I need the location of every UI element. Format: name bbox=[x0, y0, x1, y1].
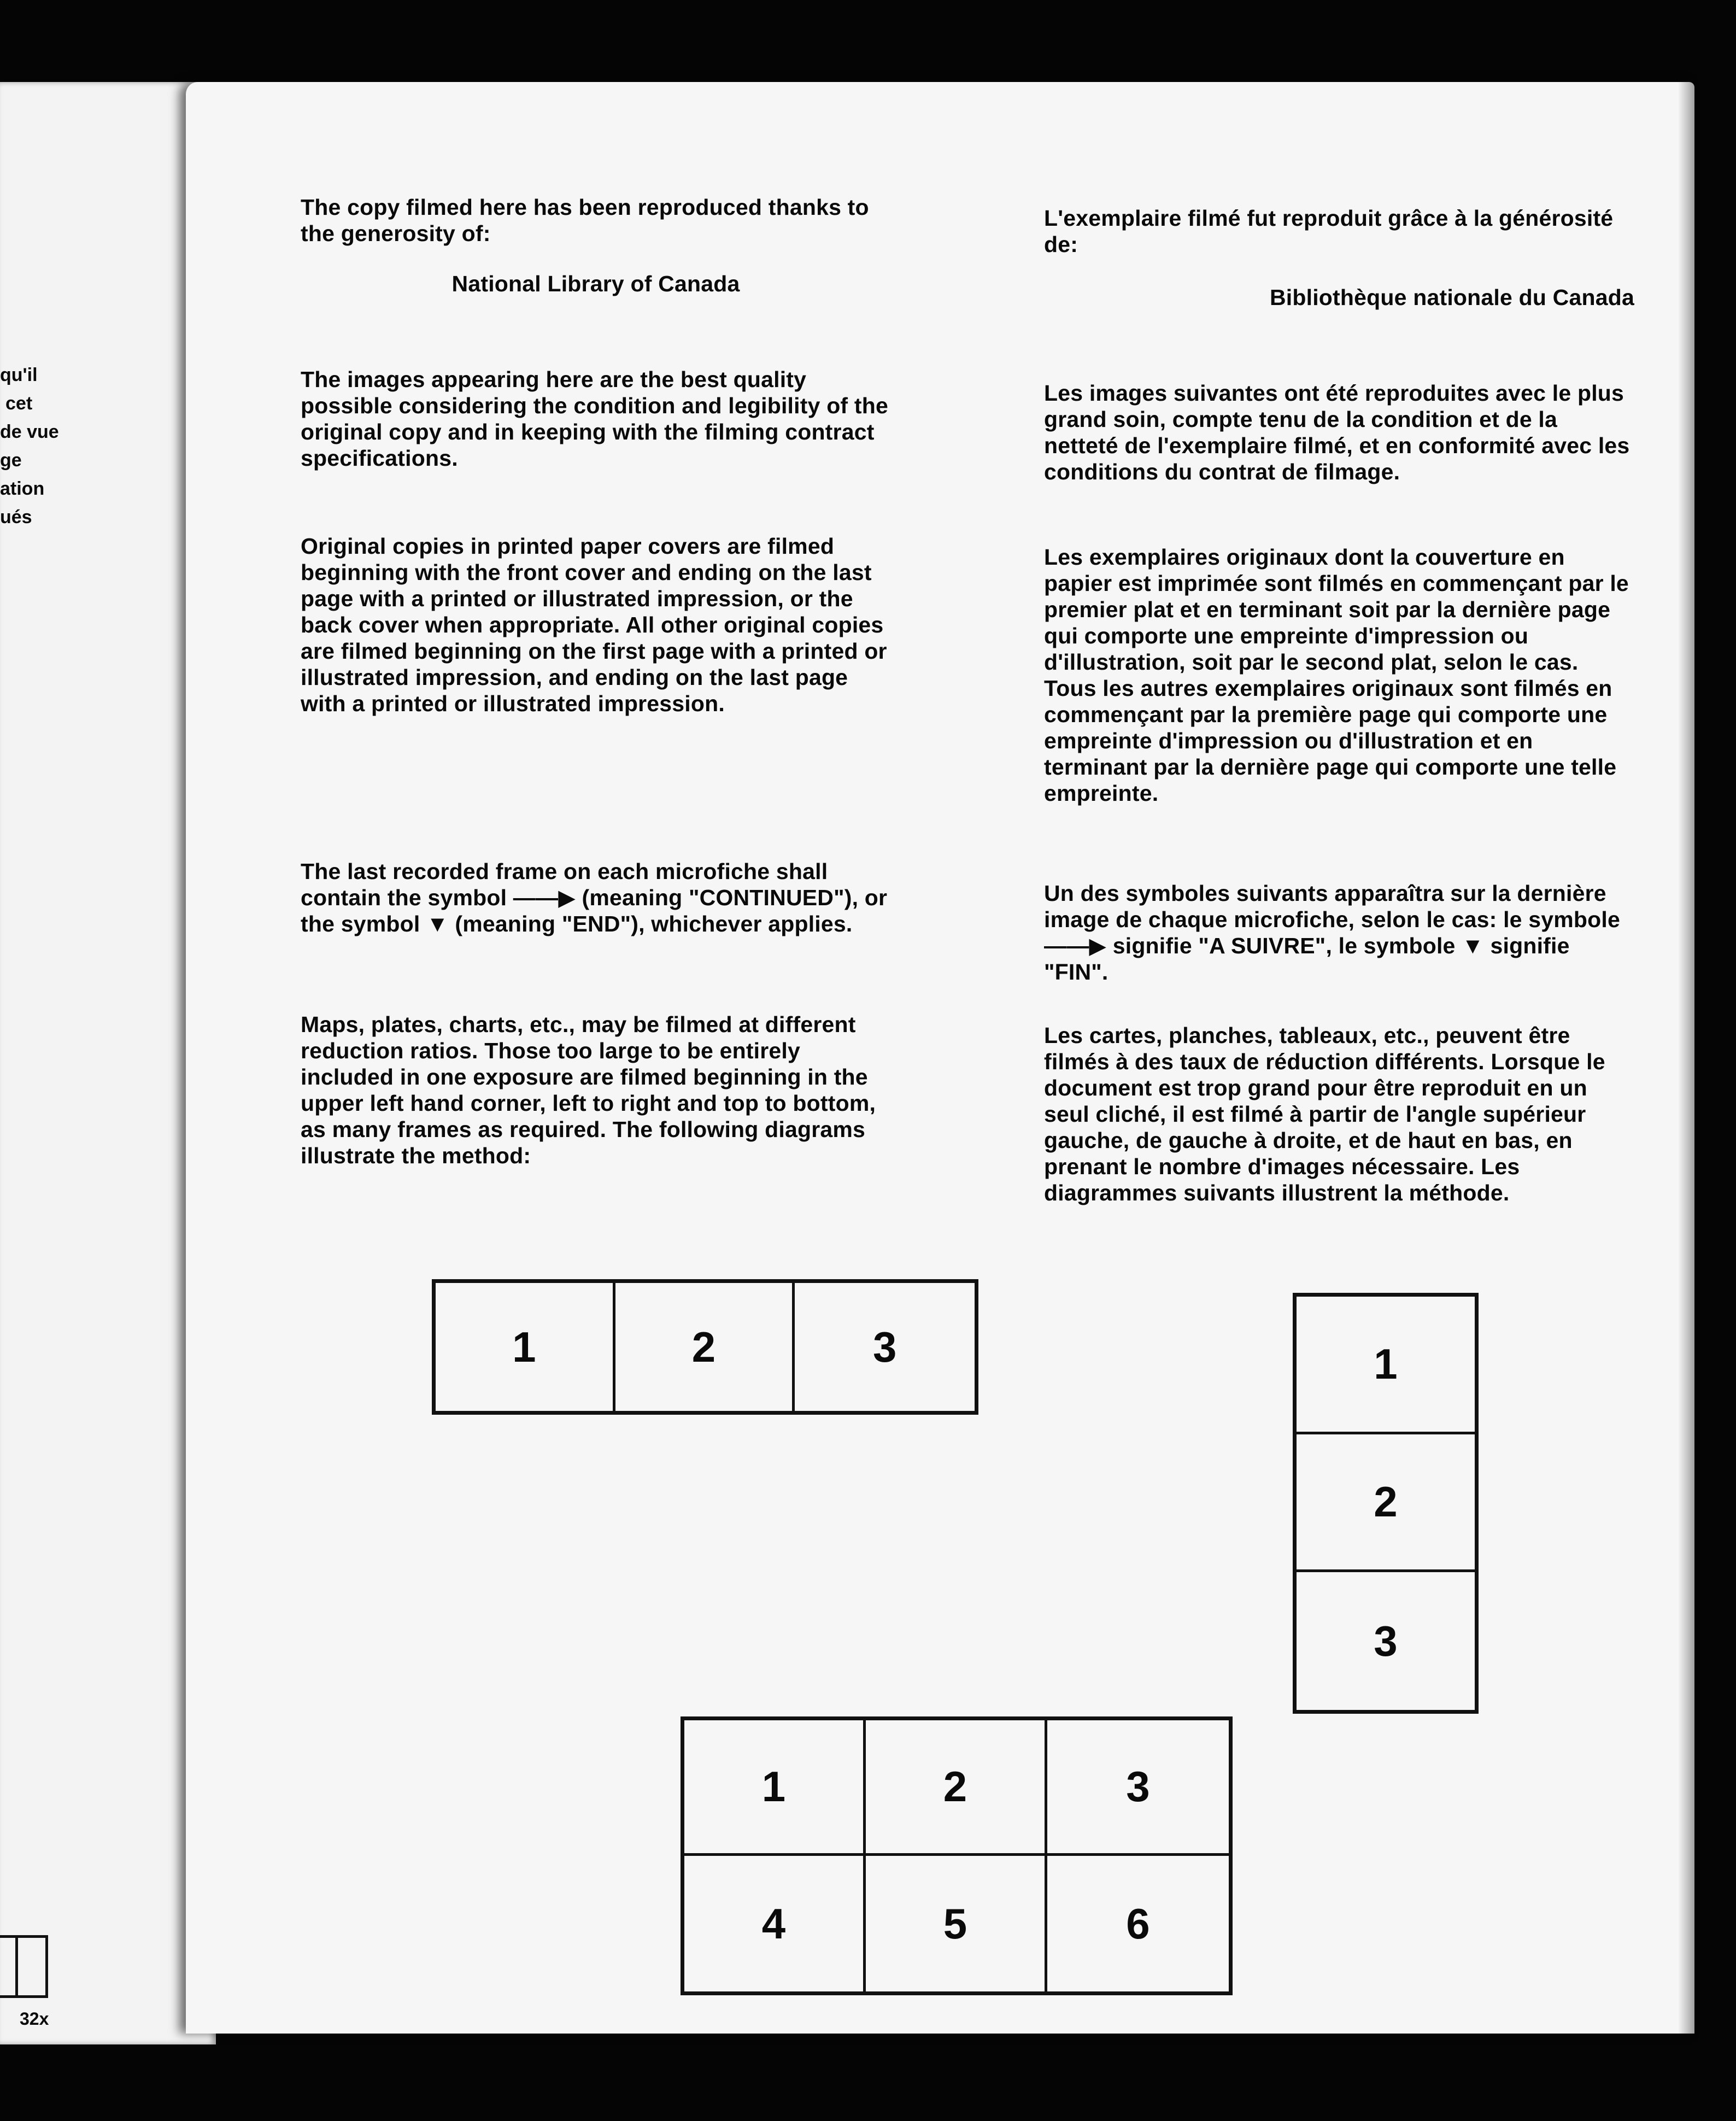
left-fragment-line: ation bbox=[0, 478, 45, 499]
frame-cell: 6 bbox=[1126, 1899, 1150, 1948]
en-symbols-note: The last recorded frame on each microfiche shall contain the symbol ——▶ (meaning "CONTINUED"), or the symbol ▼ (meaning "END"), whichever applies. bbox=[301, 859, 888, 936]
diagram-grid-frames bbox=[681, 1716, 1233, 1995]
left-page-text-fragments bbox=[0, 361, 59, 531]
left-resolution-boxes bbox=[0, 1935, 45, 1998]
fr-filming-order: Les exemplaires originaux dont la couverture en papier est imprimée sont filmés en commençant par le premier plat et en terminant soit par la dernière page qui comporte une empreinte d'impression ou d'illustration, soit par le second plat, selon le cas. Tous les autres exemplaires originaux sont filmés en commençant par la première page qui comporte une empreinte d'impression ou d'illustration et en terminant par la dernière page qui comporte une telle empreinte. bbox=[1044, 544, 1629, 806]
left-fragment-line: cet bbox=[5, 393, 33, 414]
frame-cell: 5 bbox=[866, 1856, 1047, 1991]
en-institution: National Library of Canada bbox=[451, 271, 740, 296]
fr-maps-note: Les cartes, planches, tableaux, etc., peuvent être filmés à des taux de réduction différents. Lorsque le document est trop grand pour être reproduit en un seul cliché, il est filmé à partir de l'angle supérieur gauche, de gauche à droite, et de haut en bas, en prenant le nombre d'images nécessaire. Les diagrammes suivants illustrent la méthode. bbox=[1044, 1023, 1605, 1205]
frame-cell: 1 bbox=[436, 1283, 615, 1411]
frame-cell: 2 bbox=[1297, 1434, 1475, 1572]
microfiche-notice-page bbox=[186, 82, 1694, 2034]
frame-cell: 4 bbox=[684, 1856, 866, 1991]
en-quality-note: The images appearing here are the best quality possible considering the condition and legibility of the original copy and in keeping with the filming contract specifications. bbox=[301, 367, 888, 471]
frame-cell: 1 bbox=[1297, 1297, 1475, 1434]
en-filming-order: Original copies in printed paper covers are filmed beginning with the front cover and ending on the last page with a printed or illustrated impression, or the back cover when appropriate. All other original copies are filmed beginning on the first page with a printed or illustrated impression, and ending on the last page with a printed or illustrated impression. bbox=[301, 534, 887, 716]
frame-cell: 1 bbox=[684, 1720, 866, 1856]
diagram-vertical-frames bbox=[1293, 1293, 1479, 1714]
en-maps-note: Maps, plates, charts, etc., may be filmed at different reduction ratios. Those too large to be entirely included in one exposure are filmed beginning in the upper left hand corner, left to right and top to bottom, as many frames as required. The following diagrams illustrate the method: bbox=[301, 1012, 876, 1168]
frame-cell: 2 bbox=[615, 1283, 795, 1411]
left-page-fragment bbox=[0, 82, 216, 2044]
left-fragment-line: ués bbox=[0, 507, 32, 528]
fr-quality-note: Les images suivantes ont été reproduites avec le plus grand soin, compte tenu de la condition et de la netteté de l'exemplaire filmé, et en conformité avec les conditions du contrat de filmage. bbox=[1044, 380, 1630, 484]
reduction-scale-label: 32x bbox=[20, 2009, 49, 2029]
left-fragment-line: ge bbox=[0, 450, 22, 471]
diagram-horizontal-frames bbox=[432, 1279, 978, 1415]
frame-cell: 3 bbox=[1047, 1720, 1229, 1856]
fr-symbols-note: Un des symboles suivants apparaîtra sur la dernière image de chaque microfiche, selon le cas: le symbole ——▶ signifie "A SUIVRE", le symbole ▼ signifie "FIN". bbox=[1044, 881, 1621, 985]
resolution-box bbox=[15, 1935, 48, 1998]
fr-acknowledgement: L'exemplaire filmé fut reproduit grâce à la générosité de: bbox=[1044, 206, 1614, 257]
left-fragment-line: qu'il bbox=[0, 365, 38, 385]
frame-cell: 3 bbox=[1374, 1616, 1398, 1665]
frame-cell: 3 bbox=[872, 1322, 897, 1371]
frame-cell: 2 bbox=[866, 1720, 1047, 1856]
en-acknowledgement: The copy filmed here has been reproduced thanks to the generosity of: bbox=[301, 195, 869, 246]
fr-institution: Bibliothèque nationale du Canada bbox=[1269, 285, 1634, 310]
page-edge-shadow bbox=[1678, 82, 1694, 2034]
left-fragment-line: de vue bbox=[0, 421, 59, 442]
